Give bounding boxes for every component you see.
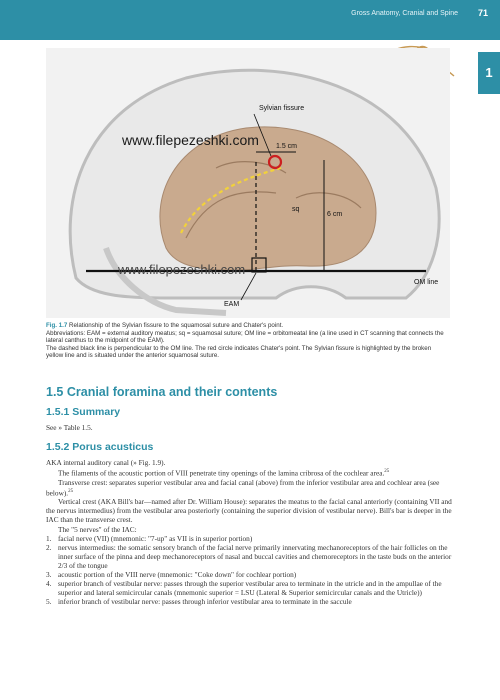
- list-item: 3. acoustic portion of the VIII nerve (mnemonic: "Coke down" for cochlear portion): [46, 569, 297, 579]
- watermark-top: www.filepezeshki.com: [122, 132, 259, 148]
- label-15cm: 1.5 cm: [276, 143, 298, 150]
- watermark-bottom: www.filepezeshki.com: [118, 262, 246, 277]
- list-item: 4. superior branch of vestibular nerve: passes through the superior vestibular area to terminate in the utricle and in the ampullae of the superior and lateral semicircular canals (mnemonic superior = LSU (Lateral & Superior semicircular canals and the Utricle)): [46, 579, 442, 598]
- porus-p1: AKA internal auditory canal (» Fig. 1.9).: [46, 458, 166, 467]
- label-sq: sq: [292, 206, 300, 213]
- section-heading-1-5: 1.5 Cranial foramina and their contents: [46, 385, 278, 399]
- list-item: 5. inferior branch of vestibular nerve: passes through inferior vestibular area to terminate in the saccule: [46, 597, 352, 607]
- caption-label: Fig. 1.7: [46, 322, 68, 329]
- caption-abbrev: Abbreviations: EAM = external auditory meatus; sq = squamosal suture; OM line = orbitomeatal line (a line used in CT scanning that connects the lateral canthus to the midpoint of the EAM).: [46, 329, 444, 345]
- chapter-tab: 1: [478, 52, 500, 94]
- section-heading-1-5-1: 1.5.1 Summary: [46, 406, 121, 418]
- label-6cm: 6 cm: [327, 211, 343, 218]
- list-item: 2. nervus intermedius: the somatic sensory branch of the facial nerve primarily innervating mechanoreceptors of the hair follicles on the inner surface of the pinna and deep mechanoreceptors of nasal and buccal cavities and chemoreceptors in the taste buds on the anterior 2/3 of the tongue: [46, 542, 452, 570]
- skull-figure: [46, 48, 450, 318]
- iac-nerve-list: [46, 534, 458, 607]
- page-header: [0, 0, 500, 40]
- running-title: Gross Anatomy, Cranial and Spine: [351, 10, 458, 17]
- label-om: OM line: [414, 279, 439, 286]
- figure-caption: [46, 322, 450, 360]
- porus-p5: The "5 nerves" of the IAC:: [58, 524, 137, 534]
- list-item: 1. facial nerve (VII) (mnemonic: "7-up" as VII is in superior portion): [46, 533, 253, 543]
- summary-text: See » Table 1.5.: [46, 423, 93, 432]
- porus-p4: Vertical crest (AKA Bill's bar—named after Dr. William House): separates the meatus to the facial canal anteriorly (containing VII and the nervus intermedius) from the vestibular area posteriorly (containing the superior division of vestibular nerve). Bill's bar is deeper in the IAC than the transverse crest.: [46, 497, 452, 525]
- porus-p3: Transverse crest: separates superior vestibular area and facial canal (above) from the inferior vestibular area and cochlear area (see below).$^{25}$: [46, 477, 440, 498]
- caption-note: The dashed black line is perpendicular to the OM line. The red circle indicates Chater's point. The Sylvian fissure is highlighted by the broken yellow line and is situated under the anterior squamosal suture.: [46, 344, 432, 360]
- porus-p2: The filaments of the acoustic portion of VIII penetrate tiny openings of the lamina cribrosa of the cochlear area.$^{25}$: [58, 468, 390, 478]
- page-number: 71: [477, 8, 488, 18]
- label-sylvian: Sylvian fissure: [259, 105, 305, 112]
- section-heading-1-5-2: 1.5.2 Porus acusticus: [46, 441, 154, 453]
- caption-text: Relationship of the Sylvian fissure to the squamosal suture and Chater's point.: [67, 322, 284, 329]
- label-eam: EAM: [224, 301, 240, 308]
- porus-body: [46, 458, 458, 606]
